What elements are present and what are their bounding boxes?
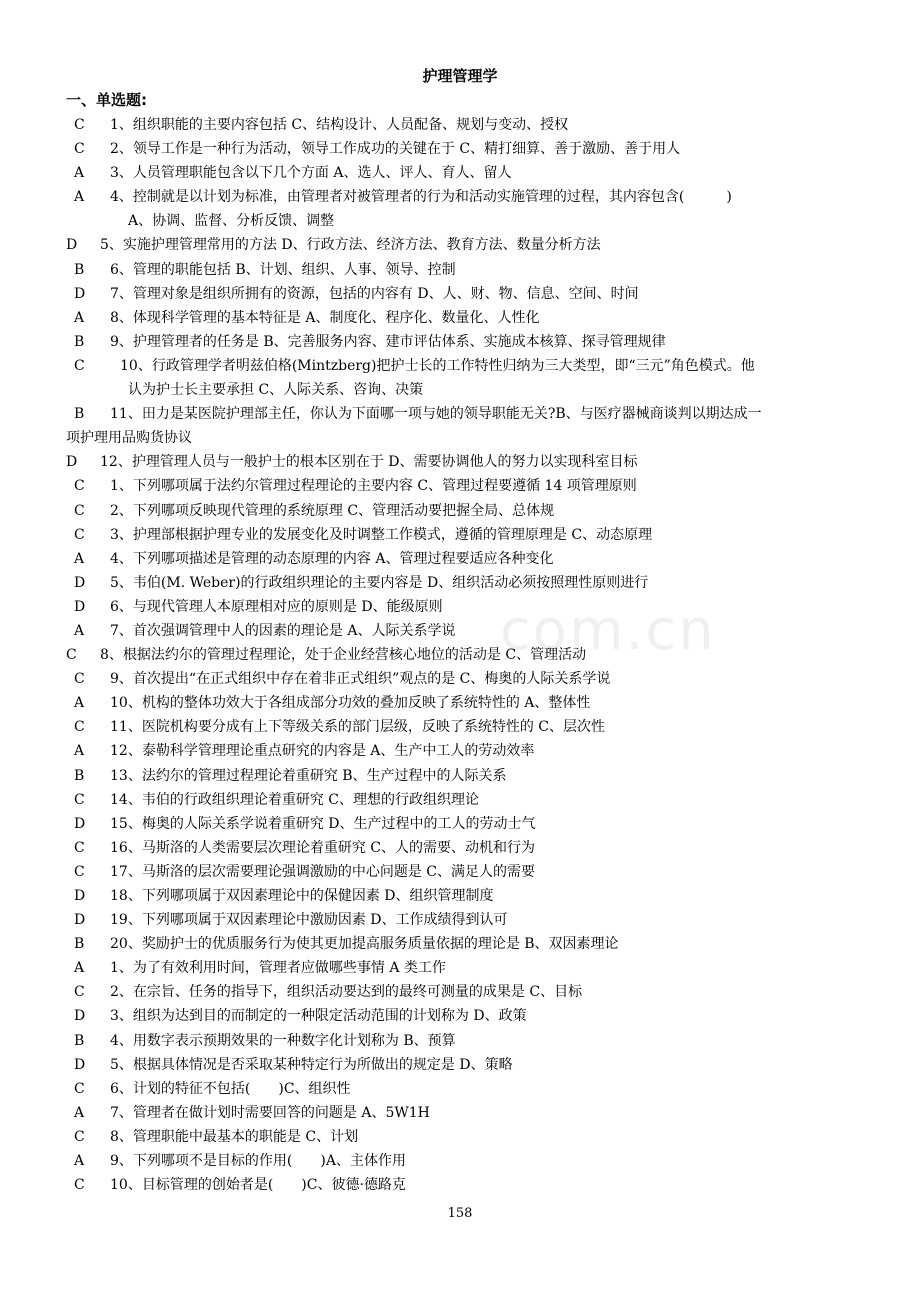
question-item [66,354,866,378]
question-text: 8、根据法约尔的管理过程理论，处于企业经营核心地位的活动是 C、管理活动 [100,647,587,664]
question-item [66,812,866,836]
answer-letter: C [74,719,85,736]
question-item [66,884,866,908]
question-item [66,860,866,884]
question-item [66,715,866,739]
question-text: 11、田力是某医院护理部主任，你认为下面哪一项与她的领导职能无关?B、与医疗器械商谈判以期达成一 [110,406,762,423]
answer-letter: B [74,936,85,953]
question-text: 2、在宗旨、任务的指导下，组织活动要达到的最终可测量的成果是 C、目标 [110,984,583,1001]
answer-letter: A [74,165,85,182]
answer-letter: C [74,526,85,543]
answer-letter: C [74,984,85,1001]
question-text: 10、行政管理学者明兹伯格(Mintzberg)把护士长的工作特性归纳为三大类型，即“三元”角色模式。他 [120,357,755,374]
answer-letter: C [74,141,85,158]
answer-letter: D [74,1056,86,1073]
answer-letter: B [74,1032,85,1049]
answer-letter: A [74,622,85,639]
question-text: 7、管理者在做计划时需要回答的问题是 A、5W1H [110,1104,430,1121]
section-heading: 一、单选题: [66,91,147,109]
answer-letter: D [66,237,78,254]
answer-letter: D [74,1008,86,1025]
answer-letter: D [74,912,86,929]
answer-letter: D [74,888,86,904]
answer-letter: C [74,791,85,808]
question-item [66,113,866,137]
question-item [66,161,866,185]
answer-letter: C [66,647,77,664]
question-text: 9、下列哪项不是目标的作用( )A、主体作用 [110,1153,406,1170]
question-item [66,619,866,643]
question-item [66,1053,866,1077]
question-text: 10、目标管理的创始者是( )C、彼德·德路克 [110,1177,406,1194]
question-text: 3、护理部根据护理专业的发展变化及时调整工作模式，遵循的管理原理是 C、动态原理 [110,526,653,543]
question-text: 11、医院机构要分成有上下等级关系的部门层级，反映了系统特性的 C、层次性 [110,719,605,736]
question-text: 12、护理管理人员与一般护士的根本区别在于 D、需要协调他人的努力以实现科室目标 [100,454,638,471]
answer-letter: A [74,309,85,326]
answer-letter: A [74,743,85,760]
question-item [66,402,866,426]
question-text: 3、组织为达到目的而制定的一种限定活动范围的计划称为 D、政策 [110,1008,527,1025]
question-text: 1、组织职能的主要内容包括 C、结构设计、人员配备、规划与变动、授权 [110,117,569,133]
question-text: 1、下列哪项属于法约尔管理过程理论的主要内容 C、管理过程要遵循 14 项管理原则 [110,478,637,495]
question-text: 19、下列哪项属于双因素理论中激励因素 D、工作成绩得到认可 [110,912,508,929]
question-text: 1、为了有效利用时间，管理者应做哪些事情 A 类工作 [110,960,446,977]
question-item [66,836,866,860]
question-text: 6、与现代管理人本原理相对应的原则是 D、能级原则 [110,598,443,615]
question-text: 10、机构的整体功效大于各组成部分功效的叠加反映了系统特性的 A、整体性 [110,695,591,712]
question-text: 14、韦伯的行政组织理论着重研究 C、理想的行政组织理论 [110,791,479,808]
answer-letter: C [74,1177,85,1194]
question-text: 9、护理管理者的任务是 B、完善服务内容、建市评估体系、实施成本核算、探寻管理规律 [110,333,666,350]
question-item [66,667,866,691]
question-item [66,499,866,523]
question-text: 6、计划的特征不包括( )C、组织性 [110,1080,351,1097]
question-item [66,956,866,980]
question-text: 20、奖励护士的优质服务行为使其更加提高服务质量依据的理论是 B、双因素理论 [110,936,619,953]
answer-letter: C [74,1080,85,1097]
question-item [66,643,866,667]
watermark: com.cn [500,598,716,663]
question-item [66,691,866,715]
question-item [66,788,866,812]
answer-letter: D [74,815,86,832]
answer-letter: C [74,478,85,495]
question-text: 4、用数字表示预期效果的一种数字化计划称为 B、预算 [110,1032,456,1049]
question-text: 4、下列哪项描述是管理的动态原理的内容 A、管理过程要适应各种变化 [110,550,554,567]
answer-letter: C [74,502,85,519]
answer-letter: D [74,598,86,615]
answer-letter: D [74,574,86,591]
answer-letter: A [74,695,85,712]
question-item [66,571,866,595]
question-item [66,595,866,619]
question-text: 17、马斯洛的层次需要理论强调激励的中心问题是 C、满足人的需要 [110,863,535,880]
answer-letter: A [74,1153,85,1170]
question-text: 8、体现科学管理的基本特征是 A、制度化、程序化、数量化、人性化 [110,309,540,326]
question-item [66,282,866,306]
answer-letter: C [74,671,85,688]
question-item [66,450,866,474]
question-item [66,258,866,282]
question-item [66,547,866,571]
question-text: 3、人员管理职能包含以下几个方面 A、选人、评人、育人、留人 [110,165,512,182]
question-item [66,980,866,1004]
answer-letter: B [74,406,85,423]
question-item [66,474,866,498]
question-item [66,1173,866,1197]
question-text: 8、管理职能中最基本的职能是 C、计划 [110,1128,359,1145]
question-text: 6、管理的职能包括 B、计划、组织、人事、领导、控制 [110,261,456,278]
question-text: 5、根据具体情况是否采取某种特定行为所做出的规定是 D、策略 [110,1056,513,1073]
question-list [66,113,866,1197]
question-text: 13、法约尔的管理过程理论着重研究 B、生产过程中的人际关系 [110,767,507,784]
question-text: 7、管理对象是组织所拥有的资源，包括的内容有 D、人、财、物、信息、空间、时间 [110,285,639,302]
question-item [66,1101,866,1125]
question-text: 5、实施护理管理常用的方法 D、行政方法、经济方法、教育方法、数量分析方法 [100,237,601,254]
answer-letter: A [74,1104,85,1121]
answer-letter: B [74,333,85,350]
question-item [66,137,866,161]
answer-letter: C [74,357,85,374]
answer-letter: C [74,863,85,880]
question-item [66,306,866,330]
answer-letter: B [74,261,85,278]
question-item [66,1125,866,1149]
question-item [66,908,866,932]
answer-letter: C [74,839,85,856]
answer-letter: C [74,117,85,133]
question-item [66,1149,866,1173]
answer-letter: A [74,550,85,567]
question-text: 5、韦伯(M. Weber)的行政组织理论的主要内容是 D、组织活动必须按照理性原则进行 [110,574,649,591]
question-text: 2、领导工作是一种行为活动，领导工作成功的关键在于 C、精打细算、善于激励、善于用人 [110,141,681,158]
page-title: 护理管理学 [422,67,498,85]
question-item [66,233,866,257]
question-text-continued: A、协调、监督、分析反馈、调整 [128,213,335,230]
question-item [66,1029,866,1053]
question-text: 16、马斯洛的人类需要层次理论着重研究 C、人的需要、动机和行为 [110,839,535,856]
answer-letter: D [66,454,78,471]
page-number: 158 [447,1206,473,1221]
question-text: 15、梅奥的人际关系学说着重研究 D、生产过程中的工人的劳动士气 [110,815,536,832]
question-text-continued: 项护理用品购货协议 [66,430,192,447]
answer-letter: A [74,960,85,977]
question-text-continued: 认为护士长主要承担 C、人际关系、咨询、决策 [128,382,424,399]
question-item [66,764,866,788]
question-text: 2、下列哪项反映现代管理的系统原理 C、管理活动要把握全局、总体规 [110,502,555,519]
question-text: 7、首次强调管理中人的因素的理论是 A、人际关系学说 [110,622,456,639]
question-text: 9、首次提出“在正式组织中存在着非正式组织”观点的是 C、梅奥的人际关系学说 [110,671,611,688]
question-text: 18、下列哪项属于双因素理论中的保健因素 D、组织管理制度 [110,888,494,904]
question-text: 12、泰勒科学管理理论重点研究的内容是 A、生产中工人的劳动效率 [110,743,535,760]
question-item [66,330,866,354]
question-item [66,1077,866,1101]
question-item [66,185,866,209]
answer-letter: B [74,767,85,784]
question-item [66,932,866,956]
question-item [66,739,866,763]
answer-letter: C [74,1128,85,1145]
answer-letter: D [74,285,86,302]
question-item [66,1004,866,1028]
question-text: 4、控制就是以计划为标准，由管理者对被管理者的行为和活动实施管理的过程，其内容包含( ) [110,189,732,206]
answer-letter: A [74,189,85,206]
question-item [66,523,866,547]
